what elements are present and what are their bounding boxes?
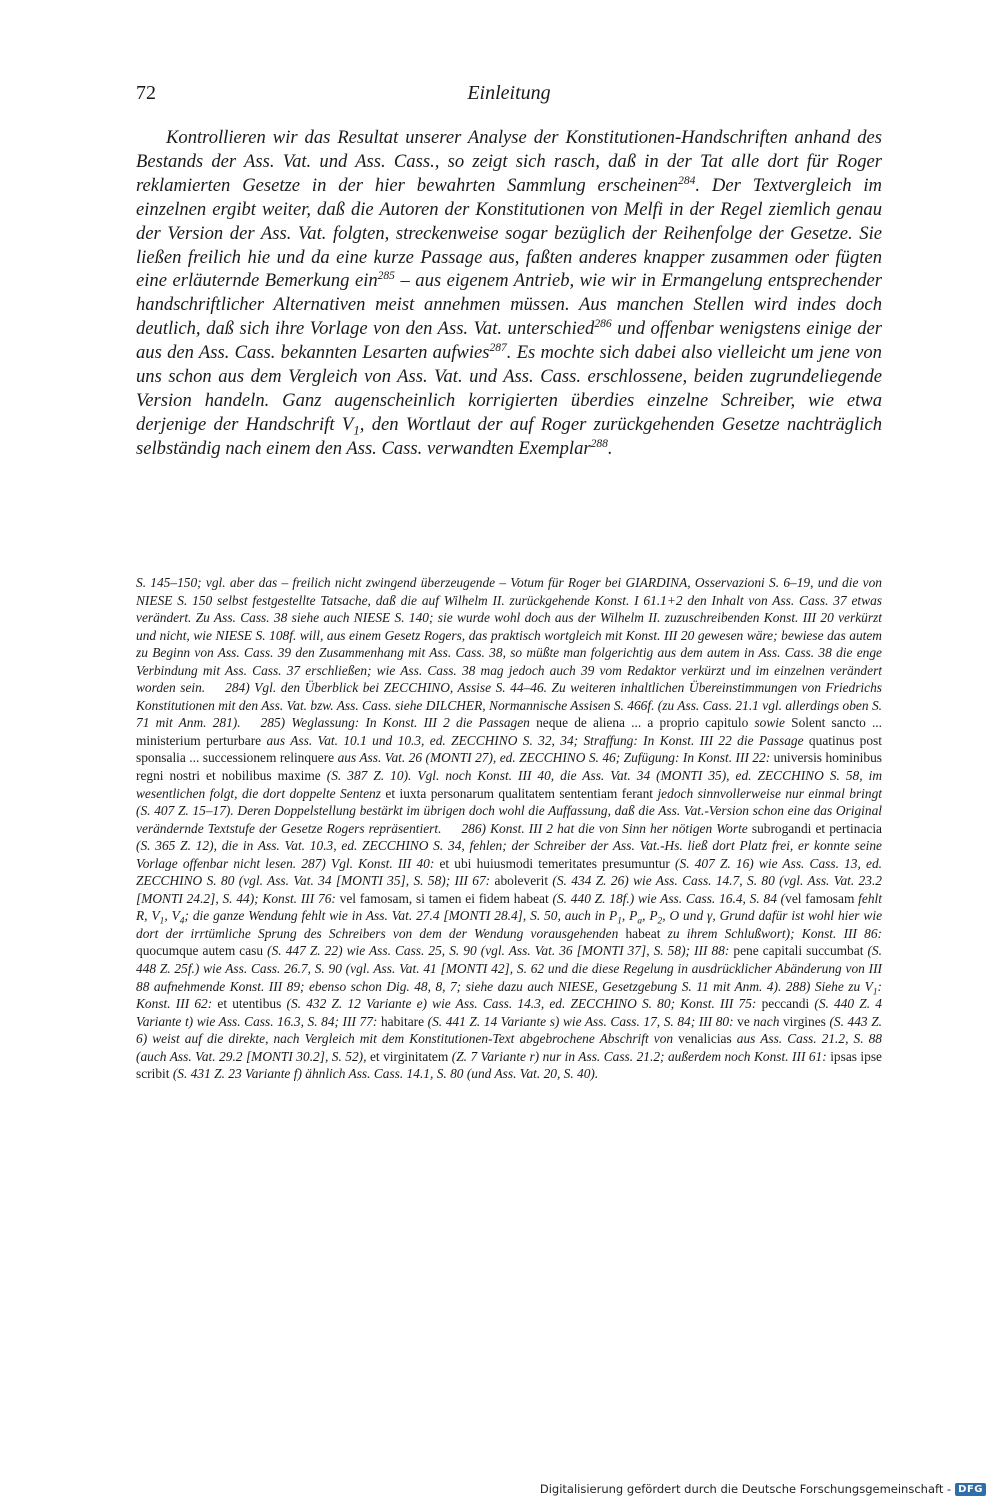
digitization-credit xyxy=(540,1482,986,1496)
footnote-ref-285[interactable]: 285 xyxy=(377,270,395,283)
footnote-ref-286[interactable]: 286 xyxy=(594,318,612,331)
footnote-287: 287) Vgl. Konst. III 40: xyxy=(301,855,440,871)
footnote-ref-284[interactable]: 284 xyxy=(678,174,696,187)
page-header xyxy=(136,82,882,112)
credit-text: Digitalisierung gefördert durch die Deutsche Forschungsgemeinschaft - xyxy=(539,1482,952,1496)
footnote-286: 286) Konst. III 2 hat die von Sinn her nötigen Worte xyxy=(461,820,752,836)
main-paragraph: Kontrollieren wir das Resultat unserer Analyse der Konstitutionen-Handschriften anhand des Bestands der Ass. Vat. und Ass. Cass., so zeigt sich rasch, daß in der Tat alle dort für Roger reklamierten Gesetze in der hier bewahrten Sammlung erscheinen$^{284}$. Der Textvergleich im einzelnen ergibt weiter, daß die Autoren der Konstitutionen von Melfi in der Regel ziemlich genau der Version der Ass. Vat. folgten, streckenweise sogar bezüglich der Reihenfolge der Gesetze. Sie ließen freilich hie und da eine kurze Passage aus, faßten anderes knapper zusammen oder fügten eine erläuternde Bemerkung ein$^{285}$ – aus eigenem Antrieb, wie wir in Ermangelung entsprechender handschriftlicher Alternativen meist annehmen müssen. Aus manchen Stellen wird indes doch deutlich, daß sich ihre Vorlage von den Ass. Vat. unterschied$^{286}$ und offenbar wenigstens einige der aus den Ass. Cass. bekannten Lesarten aufwies$^{287}$. Es mochte sich dabei also vielleicht um jene von uns schon aus dem Vergleich von Ass. Vat. und Ass. Cass. erschlossene, beiden zugrundeliegende Version handeln. Ganz augenscheinlich korrigierten überdies einzelne Schreiber, wie etwa derjenige der Handschrift $V_1$, den Wortlaut der auf Roger zurückgehenden Gesetze nachträglich selbständig nach einem den Ass. Cass. verwandten Exemplar$^{288}$. xyxy=(136,127,882,459)
footnotes-block: S. 145–150; vgl. aber das – freilich nicht zwingend überzeugende – Votum für Roger bei GIARDINA, Osservazioni S. 6–19, und die von NIESE S. 150 selbst festgestellte Tatsache, daß die auf Wilhelm II. zurückgehende Konst. I 61.1+2 den Inhalt von Ass. Cass. 37 etwas verändert. Zu Ass. Cass. 38 siehe auch NIESE S. 140; sie wurde wohl doch aus der Wilhelm II. zuzuschreibenden Konst. III 20 verkürzt und nicht, wie NIESE S. 108f. will, aus einem Gesetz Rogers, das praktisch wortgleich mit Konst. III 20 gewesen wäre; bewiese das autem zu Beginn von Ass. Cass. 39 den Zusammenhang mit Ass. Cass. 38, so müßte man folgerichtig aus dem autem in Ass. Cass. 38 die enge Verbindung mit Ass. Cass. 37 erschließen; wie Ass. Cass. 38 mag jedoch auch 39 vom Redaktor verkürzt und im einzelnen verändert worden sein. 284) Vgl. den Überblick bei ZECCHINO, Assise S. 44–46. Zu weiteren inhaltlichen Übereinstimmungen von Friedrichs Konstitutionen mit den Ass. Vat. bzw. Ass. Cass. siehe DILCHER, Normannische Assisen S. 466f. (zu Ass. Cass. 21.1 vgl. allerdings oben S. 71 mit Anm. 281). 285) Weglassung: In Konst. III 2 die Passagen neque de aliena ... a proprio capitulo sowie Solent sancto ... ministerium perturbare aus Ass. Vat. 10.1 und 10.3, ed. ZECCHINO S. 32, 34; Straffung: In Konst. III 22 die Passage quatinus post sponsalia ... successionem relinquere aus Ass. Vat. 26 (MONTI 27), ed. ZECCHINO S. 46; Zufügung: In Konst. III 22: universis hominibus regni nostri et nobilibus maxime (S. 387 Z. 10). Vgl. noch Konst. III 40, die Ass. Vat. 34 (MONTI 35), ed. ZECCHINO S. 58, im wesentlichen folgt, die dort doppelte Sentenz et iuxta personarum qualitatem sententiam ferant jedoch sinnvollerweise nur einmal bringt (S. 407 Z. 15–17). Deren Doppelstellung bestärkt im übrigen doch wohl die Auffassung, daß die Ass. Vat.-Version schon eine das Original verändernde Textstufe der Gesetze Rogers repräsentiert. 286) Konst. III 2 hat die von Sinn her nötigen Worte subrogandi et pertinacia (S. 365 Z. 12), die in Ass. Vat. 10.3, ed. ZECCHINO S. 34, fehlen; der Schreiber der Ass. Vat.-Hs. ließ dort Platz frei, er konnte seine Vorlage offenbar nicht lesen. 287) Vgl. Konst. III 40: et ubi huiusmodi temeritates presumuntur (S. 407 Z. 16) wie Ass. Cass. 13, ed. ZECCHINO S. 80 (vgl. Ass. Vat. 34 [MONTI 35], S. 58); III 67: aboleverit (S. 434 Z. 26) wie Ass. Cass. 14.7, S. 80 (vgl. Ass. Vat. 23.2 [MONTI 24.2], S. 44); Konst. III 76: vel famosam, si tamen ei fidem habeat (S. 440 Z. 18f.) wie Ass. Cass. 16.4, S. 84 (vel famosam fehlt R, $V_1$, $V_4$; die ganze Wendung fehlt wie in Ass. Vat. 27.4 [MONTI 28.4], S. 50, auch in $P_1$, $P_a$, $P_2$, O und γ, Grund dafür ist wohl hier wie dort der irrtümliche Sprung des Schreibers von dem der Wendung vorausgehenden habeat zu ihrem Schlußwort); Konst. III 86: quocumque autem casu (S. 447 Z. 22) wie Ass. Cass. 25, S. 90 (vgl. Ass. Vat. 36 [MONTI 37], S. 58); III 88: pene capitali succumbat (S. 448 Z. 25f.) wie Ass. Cass. 26.7, S. 90 (vgl. Ass. Vat. 41 [MONTI 42], S. 62 und die diese Regelung in ausdrücklicher Abänderung von III 88 aufnehmende Konst. III 89; ebenso schon Dig. 48, 8, 7; siehe dazu auch NIESE, Gesetzgebung S. 11 mit Anm. 4). 288) Siehe zu $V_1$: Konst. III 62: et utentibus (S. 432 Z. 12 Variante e) wie Ass. Cass. 14.3, ed. ZECCHINO S. 80; Konst. III 75: peccandi (S. 440 Z. 4 Variante t) wie Ass. Cass. 16.3, S. 84; III 77: habitare (S. 441 Z. 14 Variante s) wie Ass. Cass. 17, S. 84; III 80: ve nach virgines (S. 443 Z. 6) weist auf die direkte, nach Vergleich mit dem Konstitutionen-Text abgebrochene Abschrift von venalicias aus Ass. Cass. 21.2, S. 88 (auch Ass. Vat. 29.2 [MONTI 30.2], S. 52), et virginitatem (Z. 7 Variante r) nur in Ass. Cass. 21.2; außerdem noch Konst. III 61: ipsas ipse scribit (S. 431 Z. 23 Variante f) ähnlich Ass. Cass. 14.1, S. 80 (und Ass. Vat. 20, S. 40). xyxy=(136,575,883,1082)
dfg-logo-icon: DFG xyxy=(955,1483,986,1496)
footnote-285: 285) Weglassung: In Konst. III 2 die Passagen xyxy=(260,715,537,731)
page-number: 72 xyxy=(136,82,156,104)
footnote-ref-287[interactable]: 287 xyxy=(489,341,507,354)
footnote-ref-288[interactable]: 288 xyxy=(590,437,608,450)
footnote-288: 288) Siehe zu V xyxy=(785,978,873,994)
running-head: Einleitung xyxy=(467,82,551,104)
footnote-284: 284) Vgl. den Überblick bei xyxy=(225,680,384,696)
